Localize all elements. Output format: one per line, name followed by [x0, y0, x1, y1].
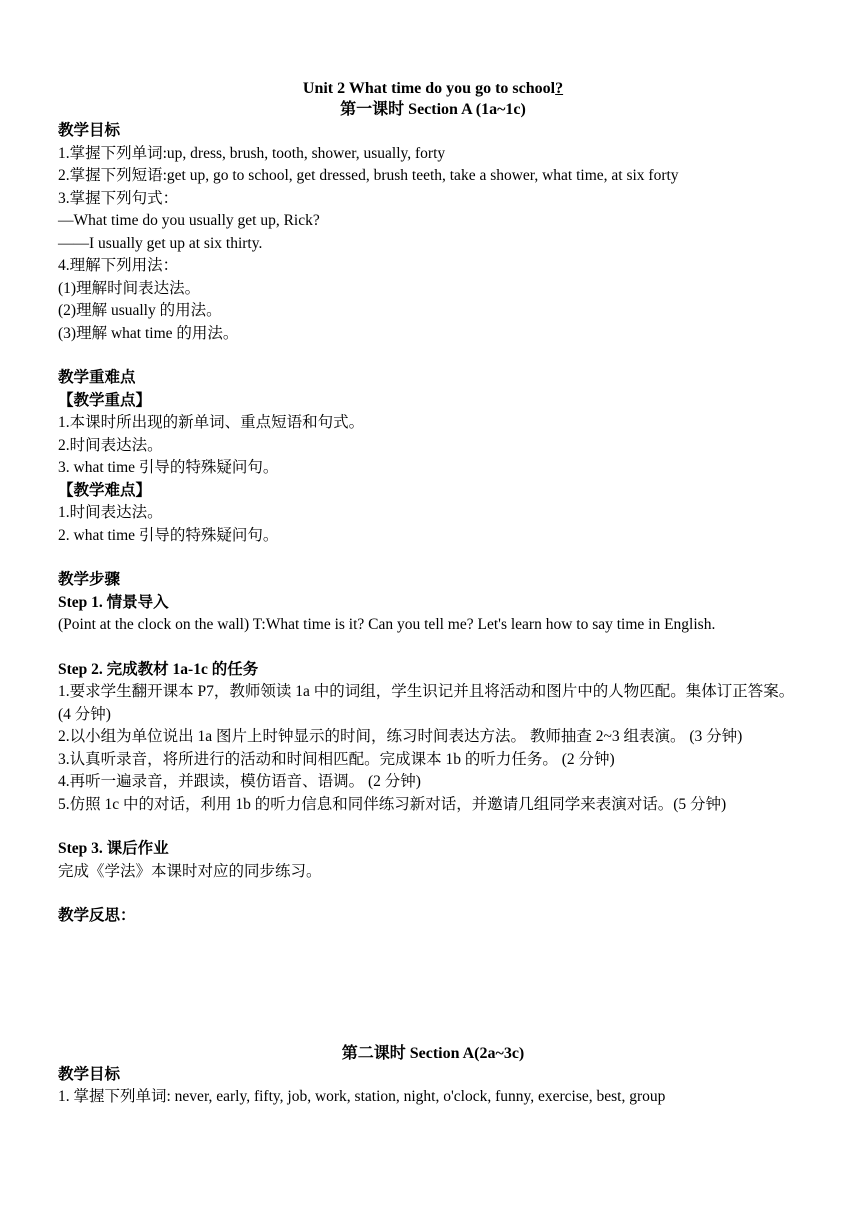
lesson1-goals-heading: 教学目标: [58, 122, 121, 139]
lesson2-goal-item: 1. 掌握下列单词: never, early, fifty, job, work, station, night, o'clock, funny, exercise, best, group: [58, 1088, 666, 1105]
lesson2-goals-heading: 教学目标: [58, 1065, 121, 1083]
step2-item: 2.以小组为单位说出 1a 图片上时钟显示的时间，练习时间表达方法。 教师抽查 2~3 组表演。 (3 分钟): [58, 728, 743, 745]
document-page: [58, 78, 808, 1109]
step2-item: 3.认真听录音，将所进行的活动和时间相匹配。完成课本 1b 的听力任务。 (2 分钟): [58, 750, 615, 768]
spacer: [58, 345, 808, 367]
step1-text: (Point at the clock on the wall) T:What time is it? Can you tell me? Let's learn how to say time in English.: [58, 616, 716, 633]
spacer: [58, 547, 808, 569]
goal-item: 1.掌握下列单词:up, dress, brush, tooth, shower, usually, forty: [58, 144, 446, 162]
goal-item: 4.理解下列用法：: [58, 257, 179, 274]
unit-title: [58, 78, 808, 99]
reflection-heading: 教学反思：: [58, 907, 136, 924]
difficult-point-item: 1.时间表达法。: [58, 504, 163, 521]
step3-text: 完成《学法》本课时对应的同步练习。: [58, 862, 322, 880]
unit-title-text: Unit 2 What time do you go to school: [302, 80, 556, 97]
difficult-points-label: 【教学难点】: [58, 481, 152, 499]
goal-item: (2)理解 usually 的用法。: [58, 302, 222, 319]
step2-title: Step 2. 完成教材 1a-1c 的任务: [58, 660, 259, 678]
goal-item: 3.掌握下列句式：: [58, 189, 179, 207]
spacer: [58, 637, 808, 659]
reflection-space: [58, 928, 808, 1043]
step2-item: 5.仿照 1c 中的对话，利用 1b 的听力信息和同伴练习新对话，并邀请几组同学来表演对话。(5 分钟): [58, 795, 727, 813]
step2-item: 4.再听一遍录音，并跟读，模仿语音、语调。 (2 分钟): [58, 773, 421, 790]
step1-title: Step 1. 情景导入: [58, 593, 169, 611]
goal-item: (1)理解时间表达法。: [58, 279, 201, 297]
goal-item: ——I usually get up at six thirty.: [58, 234, 263, 252]
unit-title-question-mark: ?: [555, 80, 564, 97]
spacer: [58, 816, 808, 838]
difficult-point-item: 2. what time 引导的特殊疑问句。: [58, 526, 279, 544]
step2-item: 1.要求学生翻开课本 P7，教师领读 1a 中的词组，学生识记并且将活动和图片中的人物匹配。集体订正答案。 (4 分钟): [58, 683, 795, 723]
goal-item: —What time do you usually get up, Rick?: [58, 212, 320, 229]
spacer: [58, 883, 808, 905]
step3-title: Step 3. 课后作业: [58, 840, 169, 857]
key-heading: 教学重难点: [58, 369, 136, 386]
key-point-item: 1.本课时所出现的新单词、重点短语和句式。: [58, 414, 365, 431]
goal-item: (3)理解 what time 的用法。: [58, 324, 239, 342]
steps-heading: 教学步骤: [58, 571, 121, 588]
key-point-item: 3. what time 引导的特殊疑问句。: [58, 459, 279, 476]
lesson2-subtitle: 第二课时 Section A(2a~3c): [341, 1044, 525, 1062]
goal-item: 2.掌握下列短语:get up, go to school, get dressed, brush teeth, take a shower, what time, at six forty: [58, 167, 679, 184]
key-points-label: 【教学重点】: [58, 391, 152, 409]
lesson1-subtitle: 第一课时 Section A (1a~1c): [340, 101, 526, 118]
key-point-item: 2.时间表达法。: [58, 436, 163, 454]
